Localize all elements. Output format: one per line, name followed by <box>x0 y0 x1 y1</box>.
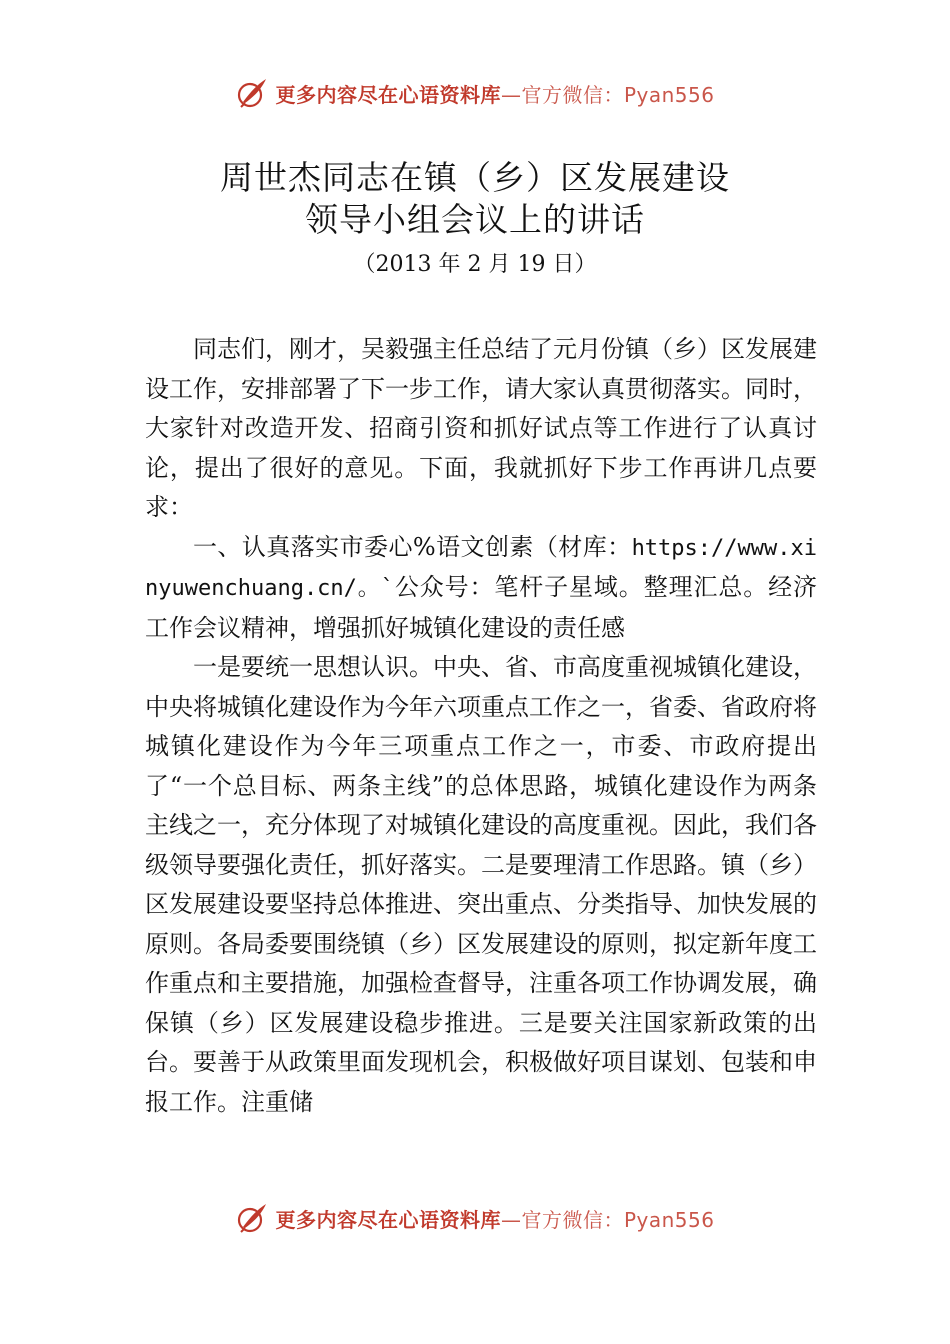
paragraph: 一是要统一思想认识。中央、省、市高度重视城镇化建设，中央将城镇化建设作为今年六项重点工作之一，省委、省政府将城镇化建设作为今年三项重点工作之一，市委、市政府提出了“一个总目标、两条主线”的总体思路，城镇化建设作为两条主线之一，充分体现了对城镇化建设的高度重视。因此，我们各级领导要强化责任，抓好落实。二是要理清工作思路。镇（乡）区发展建设要坚持总体推进、突出重点、分类指导、加快发展的原则。各局委要围绕镇（乡）区发展建设的原则，拟定新年度工作重点和主要措施，加强检查督导，注重各项工作协调发展，确保镇（乡）区发展建设稳步推进。三是要关注国家新政策的出台。要善于从政策里面发现机会，积极做好项目谋划、包装和申报工作。注重储 <box>145 653 817 1116</box>
quill-logo-icon <box>235 1201 269 1235</box>
footer-watermark <box>0 1198 950 1238</box>
document-title-line-2: 领导小组会议上的讲话 <box>305 200 645 239</box>
header-watermark <box>0 73 950 113</box>
paragraph-text: 一、认真落实市委心%语文创素（材库： <box>193 532 632 561</box>
quill-logo-icon <box>235 76 269 110</box>
paragraph <box>145 528 817 649</box>
document-body <box>145 330 817 1122</box>
document-title-line-1: 周世杰同志在镇（乡）区发展建设 <box>220 158 730 197</box>
watermark-text: 更多内容尽在心语资料库—官方微信：Pyan556 <box>275 1207 715 1232</box>
document-date: （2013 年 2 月 19 日） <box>353 252 597 277</box>
watermark-text: 更多内容尽在心语资料库—官方微信：Pyan556 <box>275 82 715 107</box>
source-url: https://www.xinyuwenchuang.cn/。` <box>145 535 817 601</box>
paragraph: 同志们，刚才，吴毅强主任总结了元月份镇（乡）区发展建设工作，安排部署了下一步工作，请大家认真贯彻落实。同时，大家针对改造开发、招商引资和抓好试点等工作进行了认真讨论，提出了很好的意见。下面，我就抓好下步工作再讲几点要求： <box>145 335 817 521</box>
paragraph-text: 公众号：笔杆子星域。整理汇总。经济工作会议精神，增强抓好城镇化建设的责任感 <box>145 573 818 642</box>
